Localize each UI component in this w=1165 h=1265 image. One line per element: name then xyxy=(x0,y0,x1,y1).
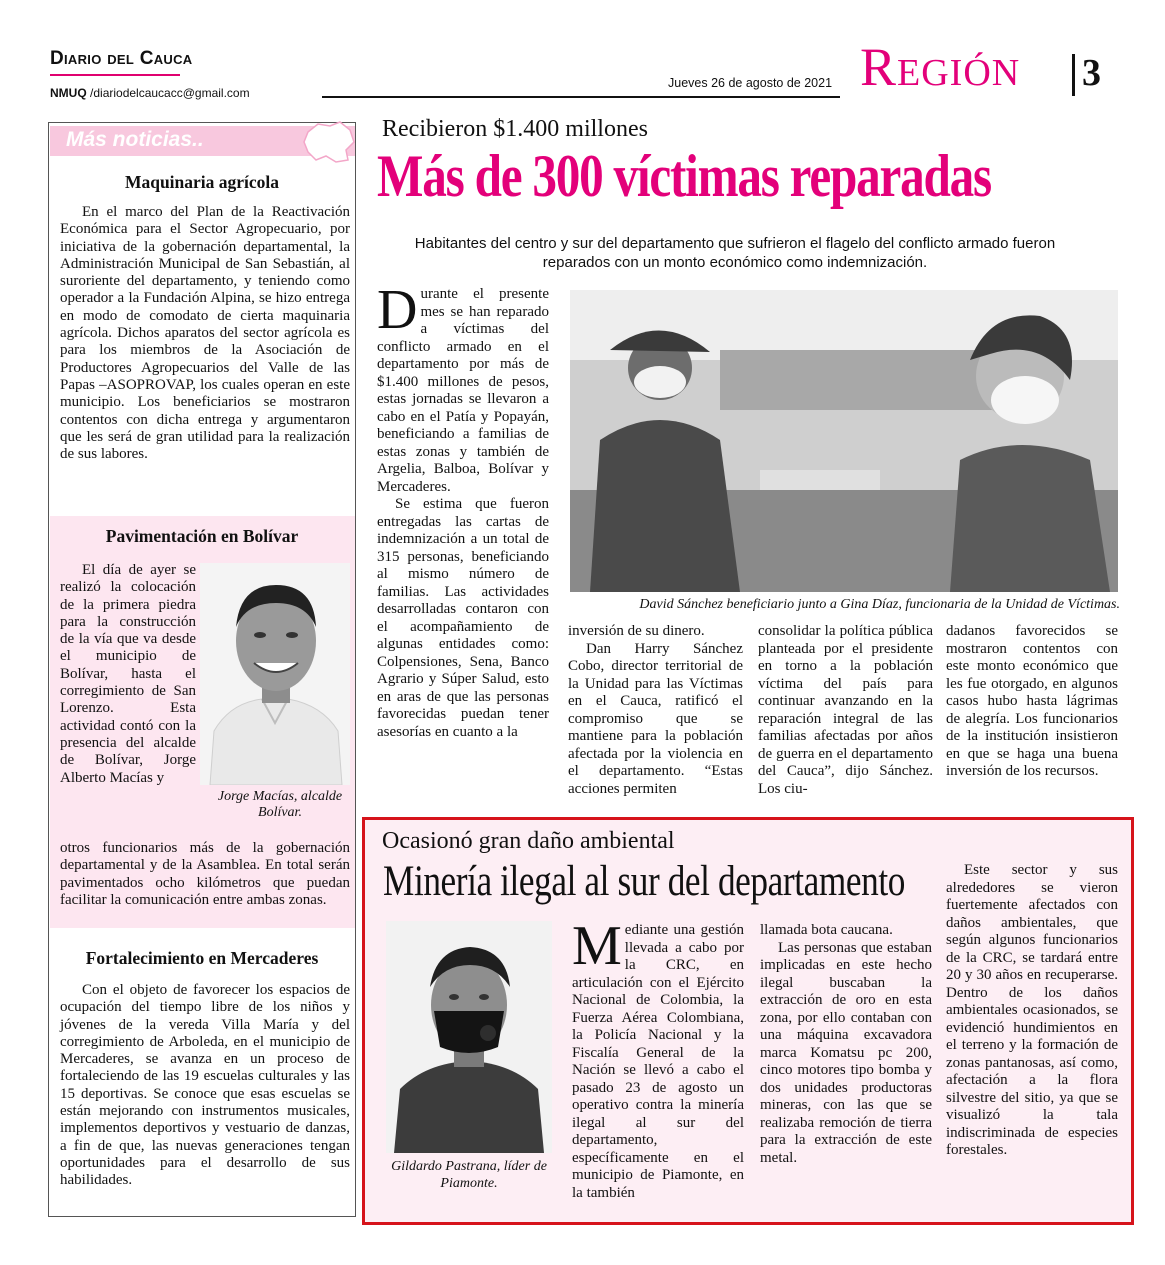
article-kicker: Ocasionó gran daño ambiental xyxy=(382,828,675,854)
article-column xyxy=(572,922,744,1207)
article-column xyxy=(760,922,932,1207)
article-kicker: Recibieron $1.400 millones xyxy=(382,116,648,142)
issue-date: Jueves 26 de agosto de 2021 xyxy=(668,76,833,90)
section-title: Región xyxy=(860,37,1021,97)
contact-code: NMUQ xyxy=(50,86,87,100)
article-paragraph: inversión de su dinero. xyxy=(568,623,705,639)
section-divider xyxy=(1072,54,1075,96)
article-photo xyxy=(570,290,1118,592)
article-column xyxy=(377,286,549,818)
article-paragraph: Este sector y sus alrededores se vieron fuertemente afectados con daños ambientales, que según algunos funcionarios de la CRC, se tardará entre 20 y 30 años en recuperarse. Dentro de los daños ambientales ocasionados, se evidenció hundimientos en el terreno y la formación de zonas pantanosas, así como, afectación a la flora silvestre del sitio, ya que se visualizó la tala indiscriminada de especies forestales. xyxy=(946,862,1118,1158)
sidebar-item-body-cont xyxy=(60,840,350,909)
article-column xyxy=(758,623,933,818)
photo-caption: Gildardo Pastrana, líder de Piamonte. xyxy=(391,1159,547,1191)
contact-email: /diariodelcaucacc@gmail.com xyxy=(90,86,250,100)
article-paragraph: llamada bota caucana. xyxy=(760,922,893,938)
photo-caption: David Sánchez beneficiario junto a Gina Díaz, funcionaria de la Unidad de Víctimas. xyxy=(639,597,1120,612)
article-headline: Minería ilegal al sur del departamento xyxy=(383,858,905,905)
sidebar-item-body xyxy=(60,562,196,787)
sidebar-item-text: El día de ayer se realizó la colocación de la primera piedra para la construcción de la vía que va desde el municipio de Bolívar, hasta el corregimiento de San Lorenzo. Esta actividad contó con la presencia del alcalde de Bolívar, Jorge Alberto Macías y xyxy=(60,562,196,786)
newspaper-brand: Diario del Cauca xyxy=(50,48,193,69)
article-paragraph: Las personas que estaban implicadas en este hecho ilegal buscaban la extracción de oro en esta zona, por ello contaban con una máquina excavadora marca Komatsu pc 200, cinco motores tipo bomba y dos unidades productoras mineras, con las que se realizaba remoción de tierra para la extracción de este metal. xyxy=(760,939,932,1166)
more-news-label: Más noticias.. xyxy=(66,128,204,151)
sidebar-item-text: Con el objeto de favorecer los espacios de ocupación del tiempo libre de los niños y jóvenes de la vereda Villa María y del corregimiento de Arboleda, en el municipio de Mercaderes, se avanza en un proceso de fortaleciendo de las 19 escuelas culturales y las 15 deportivas. Se conoce que esas escuelas se están mejorando con instrumentos musicales, implementos deportivos y vestuario de danzas, a fin de que, las nuevas generaciones tengan oportunidades para el desarrollo de sus habilidades. xyxy=(60,982,350,1189)
drop-cap: D xyxy=(377,286,418,341)
article-column xyxy=(568,623,743,818)
article-paragraph: ediante una gestión llevada a cabo por la CRC, en articulación con el Ejército Nacional de Colombia, la Fuerza Aérea Colombiana, la Policía Nacional y la Fiscalía General de la Nación se llevó a cabo el pasado 23 de agosto un operativo contra la minería ilegal al sur del departamento, específicamente en el municipio de Piamonte, en la también xyxy=(572,922,744,1201)
sidebar-item-text: En el marco del Plan de la Reactivación Económica para el Sector Agropecuario, por iniciativa de la gobernación departamental, la Administración Municipal de San Sebastián, al suroriente del departamento, y teniendo como operador a la Fundación Alpina, se hizo entrega en modo de comodato de cierta maquinaria agrícola. Dichos aparatos del sector agrícola es para los miembros de la Asociación de Productores Agropecuarios del Valle de las Papas –ASOPROVAP, los cuales operan en este municipio. Los beneficiarios se mostraron contentos con dicha entrega y argumentaron que les será de gran utilidad para la realización de sus labores. xyxy=(60,204,350,463)
article-paragraph: urante el presente mes se han reparado a víctimas del conflicto armado en el departamento por más de $1.400 millones de pesos, estas jornadas se llevaron a cabo en el Patía y Popayán, beneficiando a familias de estas zonas y también de Argelia, Balboa, Bolívar y Mercaderes. xyxy=(377,286,549,495)
article-paragraph: dadanos favorecidos se mostraron contentos con este monto económico que les fue otorgado, en algunos casos hubo hasta lágrimas de alegría. Los funcionarios de la institución insistieron en que se haga una buena inversión de los recursos. xyxy=(946,623,1118,779)
portrait-photo xyxy=(386,921,552,1153)
sidebar-item-title: Maquinaria agrícola xyxy=(124,172,280,192)
article-column xyxy=(946,623,1118,818)
page-number: 3 xyxy=(1082,52,1101,94)
header-rule xyxy=(322,96,840,98)
article-paragraph: Dan Harry Sánchez Cobo, director territorial de la Unidad para las Víctimas en el Cauca, ratificó el compromiso que se mantiene para la población afectada por la violencia en el departamento. “Estas acciones permiten xyxy=(568,640,743,797)
contact-line xyxy=(50,86,250,100)
photo-caption: Jorge Macías, alcalde Bolívar. xyxy=(217,789,343,820)
sidebar-item-title: Pavimentación en Bolívar xyxy=(105,526,299,546)
article-paragraph: consolidar la política pública planteada por el presidente en torno a la población víctima del país para continuar avanzando en la reparación integral de las familias afectadas por años de guerra en el departamento del Cauca”, dijo Sánchez. Los ciu- xyxy=(758,623,933,797)
sidebar-item-body xyxy=(60,982,350,1190)
drop-cap: M xyxy=(572,922,622,977)
article-paragraph: Se estima que fueron entregadas las cartas de indemnización a un total de 315 personas, beneficiando al mismo número de familias. Las actividades desarrolladas contaron con el acompañamiento de algunas entidades como: Colpensiones, Sena, Banco Agrario y Súper Salud, esto en aras de que las personas favorecidas puedan tener asesorías en cuanto a la xyxy=(377,496,549,740)
sidebar-item-text: otros funcionarios más de la gobernación departamental y de la Asamblea. En total serán pavimentados ocho kilómetros que puedan facilitar la comunicación entre ambas zonas. xyxy=(60,840,350,908)
article-headline: Más de 300 víctimas reparadas xyxy=(377,143,991,209)
sidebar-item-body xyxy=(60,204,350,463)
sidebar-item-title: Fortalecimiento en Mercaderes xyxy=(85,948,319,968)
portrait-photo xyxy=(200,563,350,785)
article-deck: Habitantes del centro y sur del departamento que sufrieron el flagelo del conflicto armado fueron reparados con un monto económico como indemnización. xyxy=(414,235,1056,271)
cauca-map-icon xyxy=(300,118,358,166)
brand-underline xyxy=(50,74,180,76)
article-column xyxy=(946,862,1118,1207)
